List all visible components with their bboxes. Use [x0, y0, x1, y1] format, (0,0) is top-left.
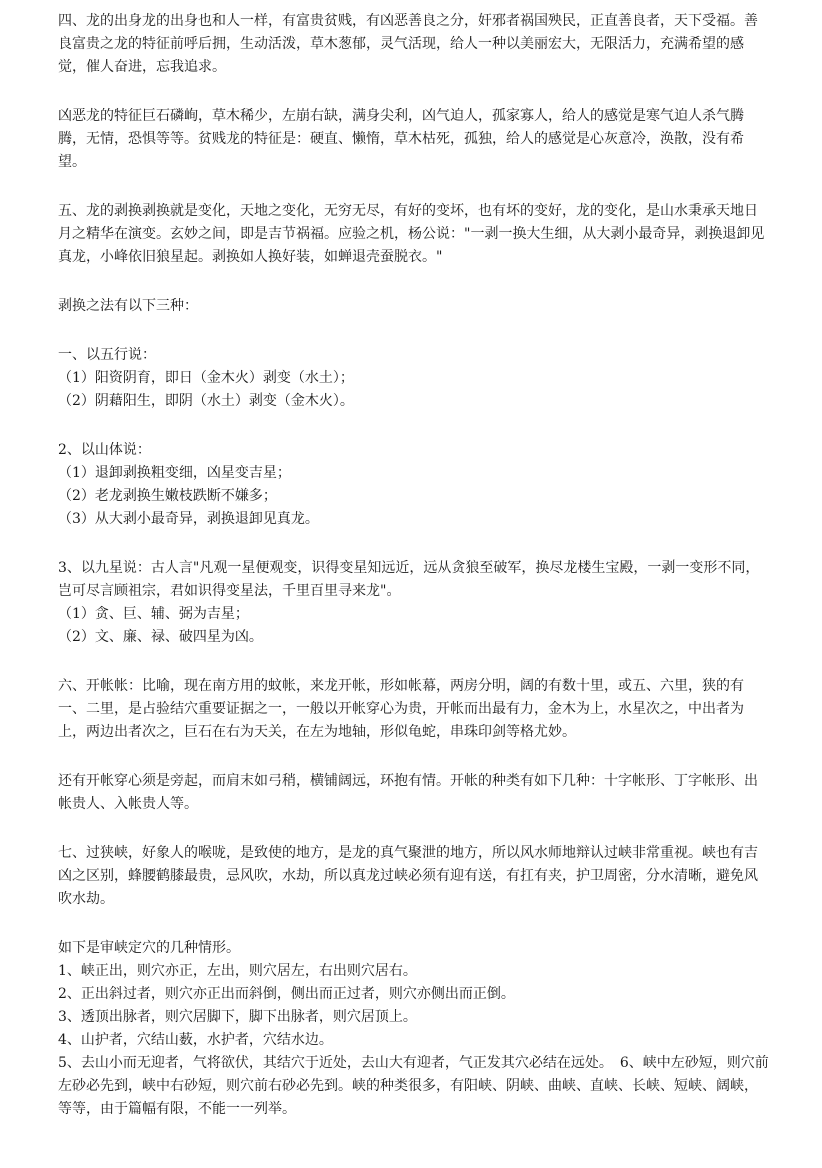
method-2-item-3: （3）从大剥小最奇异，剥换退卸见真龙。: [58, 511, 319, 527]
section-7-intro: 如下是审峡定穴的几种情形。: [58, 940, 240, 956]
paragraph-spacer: [58, 649, 770, 675]
method-1-title: 一、以五行说：: [58, 347, 156, 363]
case-1: 1、峡正出，则穴亦正，左出，则穴居左，右出则穴居右。: [58, 963, 417, 979]
method-2-title: 2、以山体说：: [58, 442, 151, 458]
method-3-item-2: （2）文、廉、禄、破四星为凶。: [58, 629, 263, 645]
section-4-paragraph-1: 四、龙的出身龙的出身也和人一样，有富贵贫贱，有凶恶善良之分，奸邪者祸国殃民，正直善良者，天下受福。善良富贵之龙的特征前呼后拥，生动活泼，草木葱郁，灵气活现，给人一种以美丽宏大，无限活力，充满希望的感觉，催人奋进，忘我追求。: [58, 13, 758, 75]
method-1-item-1: （1）阳资阴育，即日（金木火）剥变（水土）；: [58, 370, 354, 386]
section-6-paragraph-1: 六、开帐帐：比喻，现在南方用的蚊帐，来龙开帐，形如帐幕，两房分明，阔的有数十里，或五、六里，狭的有一、二里，是占验结穴重要证据之一，一般以开帐穿心为贵，开帐而出最有力，金木为上，水星次之，中出者为上，两边出者次之，巨石在右为天关，在左为地轴，形似龟蛇，串珠印剑等格尤妙。: [58, 678, 744, 740]
paragraph-spacer: [58, 269, 770, 295]
paragraph-spacer: [58, 413, 770, 439]
case-2: 2、正出斜过者，则穴亦正出而斜倒，侧出而正过者，则穴亦侧出而正倒。: [58, 986, 515, 1002]
paragraph-spacer: [58, 318, 770, 344]
method-1-item-2: （2）阴藉阳生，即阴（水土）剥变（金木火）。: [58, 393, 354, 409]
case-3: 3、透顶出脉者，则穴居脚下，脚下出脉者，则穴居顶上。: [58, 1009, 417, 1025]
section-4-paragraph-2: 凶恶龙的特征巨石磷峋，草木稀少，左崩右缺，满身尖利，凶气迫人，孤家寡人，给人的感觉是寒气迫人杀气腾腾，无情，恐惧等等。贫贱龙的特征是：硬直、懒惰，草木枯死，孤独，给人的感觉是心灰意冷，涣散，没有希望。: [58, 108, 744, 170]
paragraph-spacer: [58, 79, 770, 105]
method-2-item-2: （2）老龙剥换生嫩枝跌断不嫌多；: [58, 488, 277, 504]
section-5-paragraph-1: 五、龙的剥换剥换就是变化，天地之变化，无穷无尽，有好的变坏，也有坏的变好，龙的变化，是山水秉承天地日月之精华在演变。玄妙之间，即是吉节祸福。应验之机，杨公说："一剥一换大生细，从大剥小最奇异，剥换退卸见真龙，小峰依旧狼星起。剥换如人换好装，如蝉退壳蚕脱衣。": [58, 203, 765, 265]
paragraph-spacer: [58, 744, 770, 770]
paragraph-spacer: [58, 174, 770, 200]
document-page: [58, 10, 770, 1121]
case-4: 4、山护者，穴结山薮，水护者，穴结水边。: [58, 1032, 333, 1048]
case-5-and-6: 5、去山小而无迎者，气将欲伏，其结穴于近处，去山大有迎者，气正发其穴必结在远处。 6、峡中左砂短，则穴前左砂必先到，峡中右砂短，则穴前右砂必先到。峡的种类很多，有阳峡、阴峡、曲峡、直峡、长峡、短峡、阔峡，等等，由于篇幅有限，不能一一列举。: [58, 1055, 769, 1117]
method-2-item-1: （1）退卸剥换粗变细，凶星变吉星；: [58, 465, 291, 481]
section-5-intro: 剥换之法有以下三种：: [58, 298, 198, 314]
paragraph-spacer: [58, 911, 770, 937]
method-3-title: 3、以九星说：古人言"凡观一星便观变，识得变星知远近，远从贪狼至破军，换尽龙楼生宝殿，一剥一变形不同，岂可尽言顾祖宗，君如识得变星法，千里百里寻来龙"。: [58, 560, 760, 599]
section-7-paragraph-1: 七、过狭峡，好象人的喉咙，是致使的地方，是龙的真气聚泄的地方，所以风水师地辩认过峡非常重视。峡也有吉凶之区别，蜂腰鹤膝最贵，忌风吹，水劫，所以真龙过峡必须有迎有送，有扛有夹，护卫周密，分水清晰，避免风吹水劫。: [58, 845, 758, 907]
paragraph-spacer: [58, 816, 770, 842]
paragraph-spacer: [58, 531, 770, 557]
section-6-paragraph-2: 还有开帐穿心须是旁起，而肩末如弓稍，横铺阔远，环抱有情。开帐的种类有如下几种：十字帐形、丁字帐形、出帐贵人、入帐贵人等。: [58, 773, 758, 812]
method-3-item-1: （1）贪、巨、辅、弼为吉星；: [58, 606, 249, 622]
